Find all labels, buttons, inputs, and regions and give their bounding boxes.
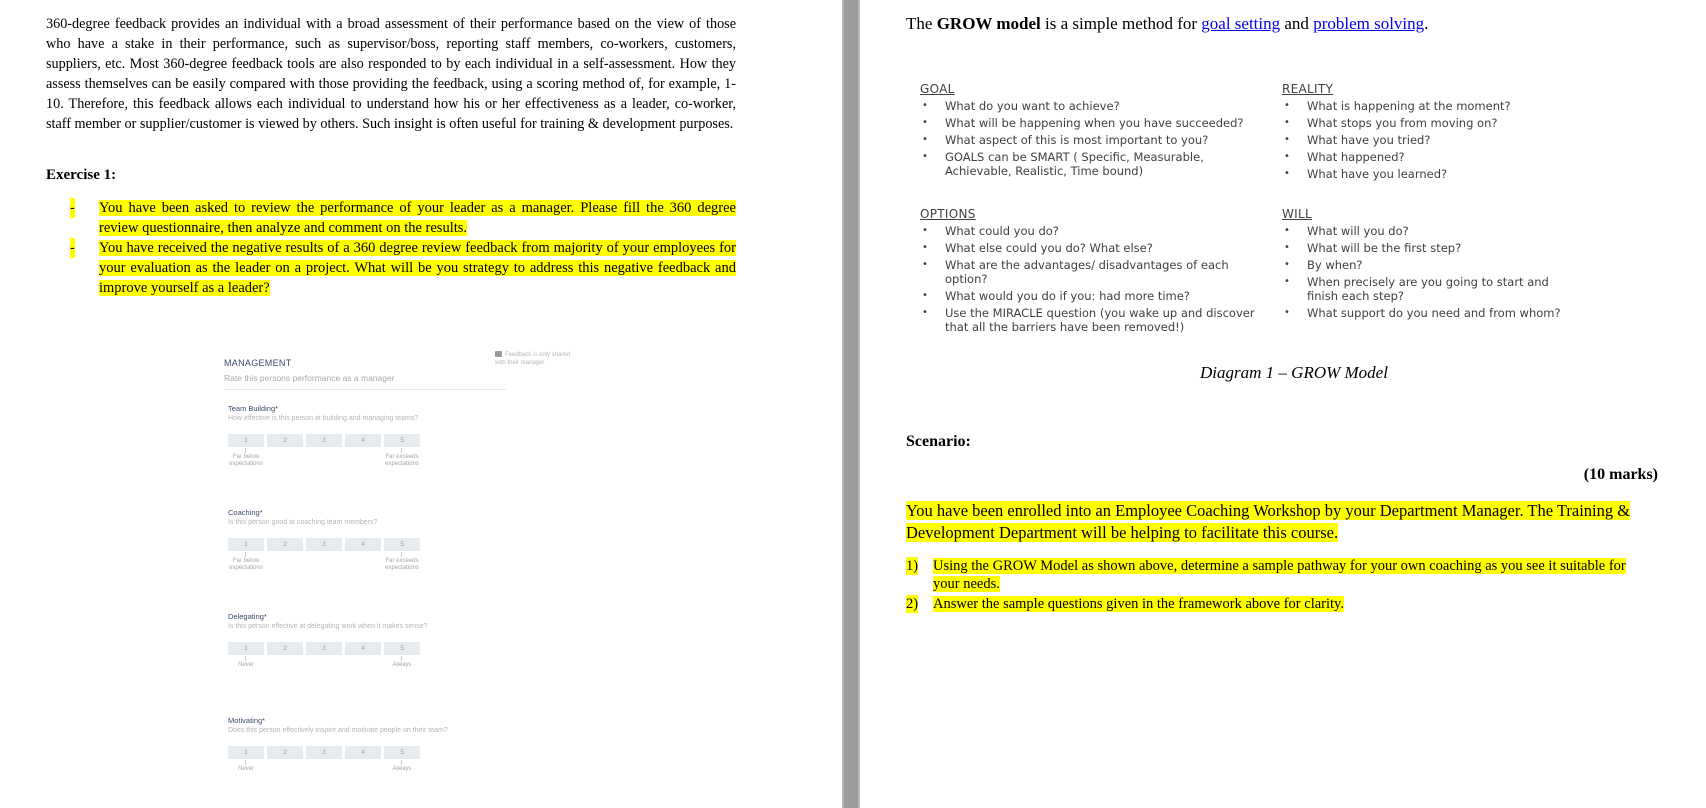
scale-low-label: Never xyxy=(237,662,254,668)
rating-scale xyxy=(228,746,420,759)
grow-question: • GOALS can be SMART ( Specific, Measurable, Achievable, Realistic, Time bound) xyxy=(920,150,1270,178)
survey-question xyxy=(228,404,528,467)
rating-option[interactable]: 3 xyxy=(306,434,342,447)
grow-question: • What will be the first step? xyxy=(1282,241,1582,255)
page-divider xyxy=(842,0,860,808)
task-number: 2) xyxy=(906,596,919,612)
question-subtitle: Does this person effectively inspire and motivate people on their team? xyxy=(228,727,448,734)
task-item xyxy=(906,557,1650,593)
grow-question: • What have you tried? xyxy=(1282,133,1582,147)
rating-option[interactable]: 5 xyxy=(384,642,420,655)
left-document-page xyxy=(0,0,842,808)
grow-question: • What will you do? xyxy=(1282,224,1582,238)
rating-option[interactable]: 4 xyxy=(345,746,381,759)
rating-option[interactable]: 2 xyxy=(267,538,303,551)
grow-question: • By when? xyxy=(1282,258,1582,272)
question-title: Coaching* xyxy=(228,508,263,517)
goal-setting-link[interactable]: goal setting xyxy=(1201,14,1281,33)
scale-low-label: Far below expectations xyxy=(229,558,263,571)
grow-heading: REALITY xyxy=(1282,82,1334,96)
rating-option[interactable]: 3 xyxy=(306,746,342,759)
privacy-note xyxy=(495,351,575,367)
grow-question: • What stops you from moving on? xyxy=(1282,116,1582,130)
intro-text: is a simple method for xyxy=(1040,14,1202,33)
survey-divider xyxy=(224,389,506,390)
question-subtitle: Is this person good at coaching team members? xyxy=(228,519,378,526)
grow-question: • What aspect of this is most important to you? xyxy=(920,133,1270,147)
rating-option[interactable]: 2 xyxy=(267,434,303,447)
rating-option[interactable]: 4 xyxy=(345,434,381,447)
exercise-item xyxy=(70,238,736,298)
grow-question: • What would you do if you: had more time? xyxy=(920,289,1270,303)
grow-question-list xyxy=(1282,224,1582,320)
survey-question xyxy=(228,508,528,571)
diagram-caption: Diagram 1 – GROW Model xyxy=(1200,363,1388,382)
rating-option[interactable]: 5 xyxy=(384,434,420,447)
grow-question: • When precisely are you going to start and finish each step? xyxy=(1282,275,1582,303)
rating-scale xyxy=(228,434,420,447)
exercise-item-text: You have received the negative results of a 360 degree review feedback from majority of your employees for your evaluation as the leader on a project. What will be you strategy to address this negative feedback and improve yourself as a leader? xyxy=(99,240,736,296)
grow-model-term: GROW model xyxy=(936,14,1041,33)
rating-option[interactable]: 2 xyxy=(267,642,303,655)
list-dash: - xyxy=(70,200,75,216)
rating-option[interactable]: 4 xyxy=(345,538,381,551)
list-dash: - xyxy=(70,240,75,256)
rating-option[interactable]: 4 xyxy=(345,642,381,655)
task-number: 1) xyxy=(906,558,919,574)
scale-high-label: Far exceeds expectations xyxy=(385,558,419,571)
grow-heading: OPTIONS xyxy=(920,207,976,221)
rating-option[interactable]: 1 xyxy=(228,746,264,759)
grow-options-block xyxy=(920,207,1270,337)
grow-heading: GOAL xyxy=(920,82,955,96)
survey-section-title: MANAGEMENT xyxy=(224,358,292,368)
intro-text: and xyxy=(1280,14,1314,33)
grow-question: • What do you want to achieve? xyxy=(920,99,1270,113)
task-item xyxy=(906,595,1650,613)
rating-option[interactable]: 1 xyxy=(228,538,264,551)
exercise-list xyxy=(70,198,736,298)
grow-question: • Use the MIRACLE question (you wake up and discover that all the barriers have been removed!) xyxy=(920,306,1270,334)
rating-option[interactable]: 5 xyxy=(384,746,420,759)
grow-question: • What support do you need and from whom? xyxy=(1282,306,1582,320)
rating-scale xyxy=(228,642,420,655)
grow-will-block xyxy=(1282,207,1582,323)
rating-option[interactable]: 1 xyxy=(228,642,264,655)
grow-reality-block xyxy=(1282,82,1582,184)
question-title: Delegating* xyxy=(228,612,267,621)
grow-question-list xyxy=(920,99,1270,178)
grow-question: • What could you do? xyxy=(920,224,1270,238)
question-subtitle: How effective is this person at building and managing teams? xyxy=(228,415,419,422)
grow-question-list xyxy=(1282,99,1582,181)
problem-solving-link[interactable]: problem solving xyxy=(1313,14,1425,33)
intro-paragraph: 360-degree feedback provides an individual with a broad assessment of their performance based on the view of those who have a stake in their performance, such as supervisor/boss, reporting staff members, co-workers, customers, suppliers, etc. Most 360-degree feedback tools are also responded to by each individual in a self-assessment. How they assess themselves can be easily compared with those providing the feedback, using a scoring method of, for example, 1-10. Therefore, this feedback allows each individual to understand how his or her effectiveness as a leader, co-worker, staff member or supplier/customer is viewed by others. Such insight is often useful for training & development purposes. xyxy=(46,16,736,132)
grow-goal-block xyxy=(920,82,1270,181)
task-text: Using the GROW Model as shown above, determine a sample pathway for your own coaching as you see it suitable for your needs. xyxy=(933,558,1626,592)
task-text: Answer the sample questions given in the framework above for clarity. xyxy=(933,596,1344,612)
rating-scale xyxy=(228,538,420,551)
question-title: Motivating* xyxy=(228,716,266,725)
scale-low-label: Never xyxy=(237,766,254,772)
right-document-page xyxy=(860,0,1706,808)
question-subtitle: Is this person effective at delegating work when it makes sense? xyxy=(228,623,428,630)
task-list xyxy=(906,557,1650,615)
rating-option[interactable]: 3 xyxy=(306,538,342,551)
survey-question xyxy=(228,612,528,668)
rating-option[interactable]: 1 xyxy=(228,434,264,447)
grow-intro-sentence xyxy=(906,14,1428,34)
rating-option[interactable]: 2 xyxy=(267,746,303,759)
question-title: Team Building* xyxy=(228,404,279,413)
grow-question: • What are the advantages/ disadvantages of each option? xyxy=(920,258,1270,286)
grow-question: • What else could you do? What else? xyxy=(920,241,1270,255)
grow-question: • What will be happening when you have succeeded? xyxy=(920,116,1270,130)
scenario-title: Scenario: xyxy=(906,433,971,450)
intro-text: . xyxy=(1424,14,1429,33)
grow-question-list xyxy=(920,224,1270,334)
scale-high-label: Always xyxy=(392,766,412,772)
rating-option[interactable]: 5 xyxy=(384,538,420,551)
survey-question xyxy=(228,716,528,772)
lock-icon xyxy=(495,351,502,357)
rating-option[interactable]: 3 xyxy=(306,642,342,655)
exercise-item-text: You have been asked to review the performance of your leader as a manager. Please fill the 360 degree review questionnaire, then analyze and comment on the results. xyxy=(99,200,736,236)
grow-question: • What happened? xyxy=(1282,150,1582,164)
exercise-item xyxy=(70,198,736,238)
survey-section-subtitle: Rate this persons performance as a manager xyxy=(224,373,395,383)
privacy-note-text: Feedback is only shared with their manager xyxy=(495,352,571,366)
grow-heading: WILL xyxy=(1282,207,1312,221)
scale-high-label: Always xyxy=(392,662,412,668)
intro-text: The xyxy=(906,14,937,33)
scenario-paragraph xyxy=(906,500,1644,544)
scale-high-label: Far exceeds expectations xyxy=(385,454,419,467)
scenario-text: You have been enrolled into an Employee Coaching Workshop by your Department Manager. The Training & Development Department will be helping to facilitate this course. xyxy=(906,501,1631,542)
marks-label: (10 marks) xyxy=(1583,466,1658,483)
grow-question: • What is happening at the moment? xyxy=(1282,99,1582,113)
scale-low-label: Far below expectations xyxy=(229,454,263,467)
grow-question: • What have you learned? xyxy=(1282,167,1582,181)
exercise-title: Exercise 1: xyxy=(46,167,117,183)
